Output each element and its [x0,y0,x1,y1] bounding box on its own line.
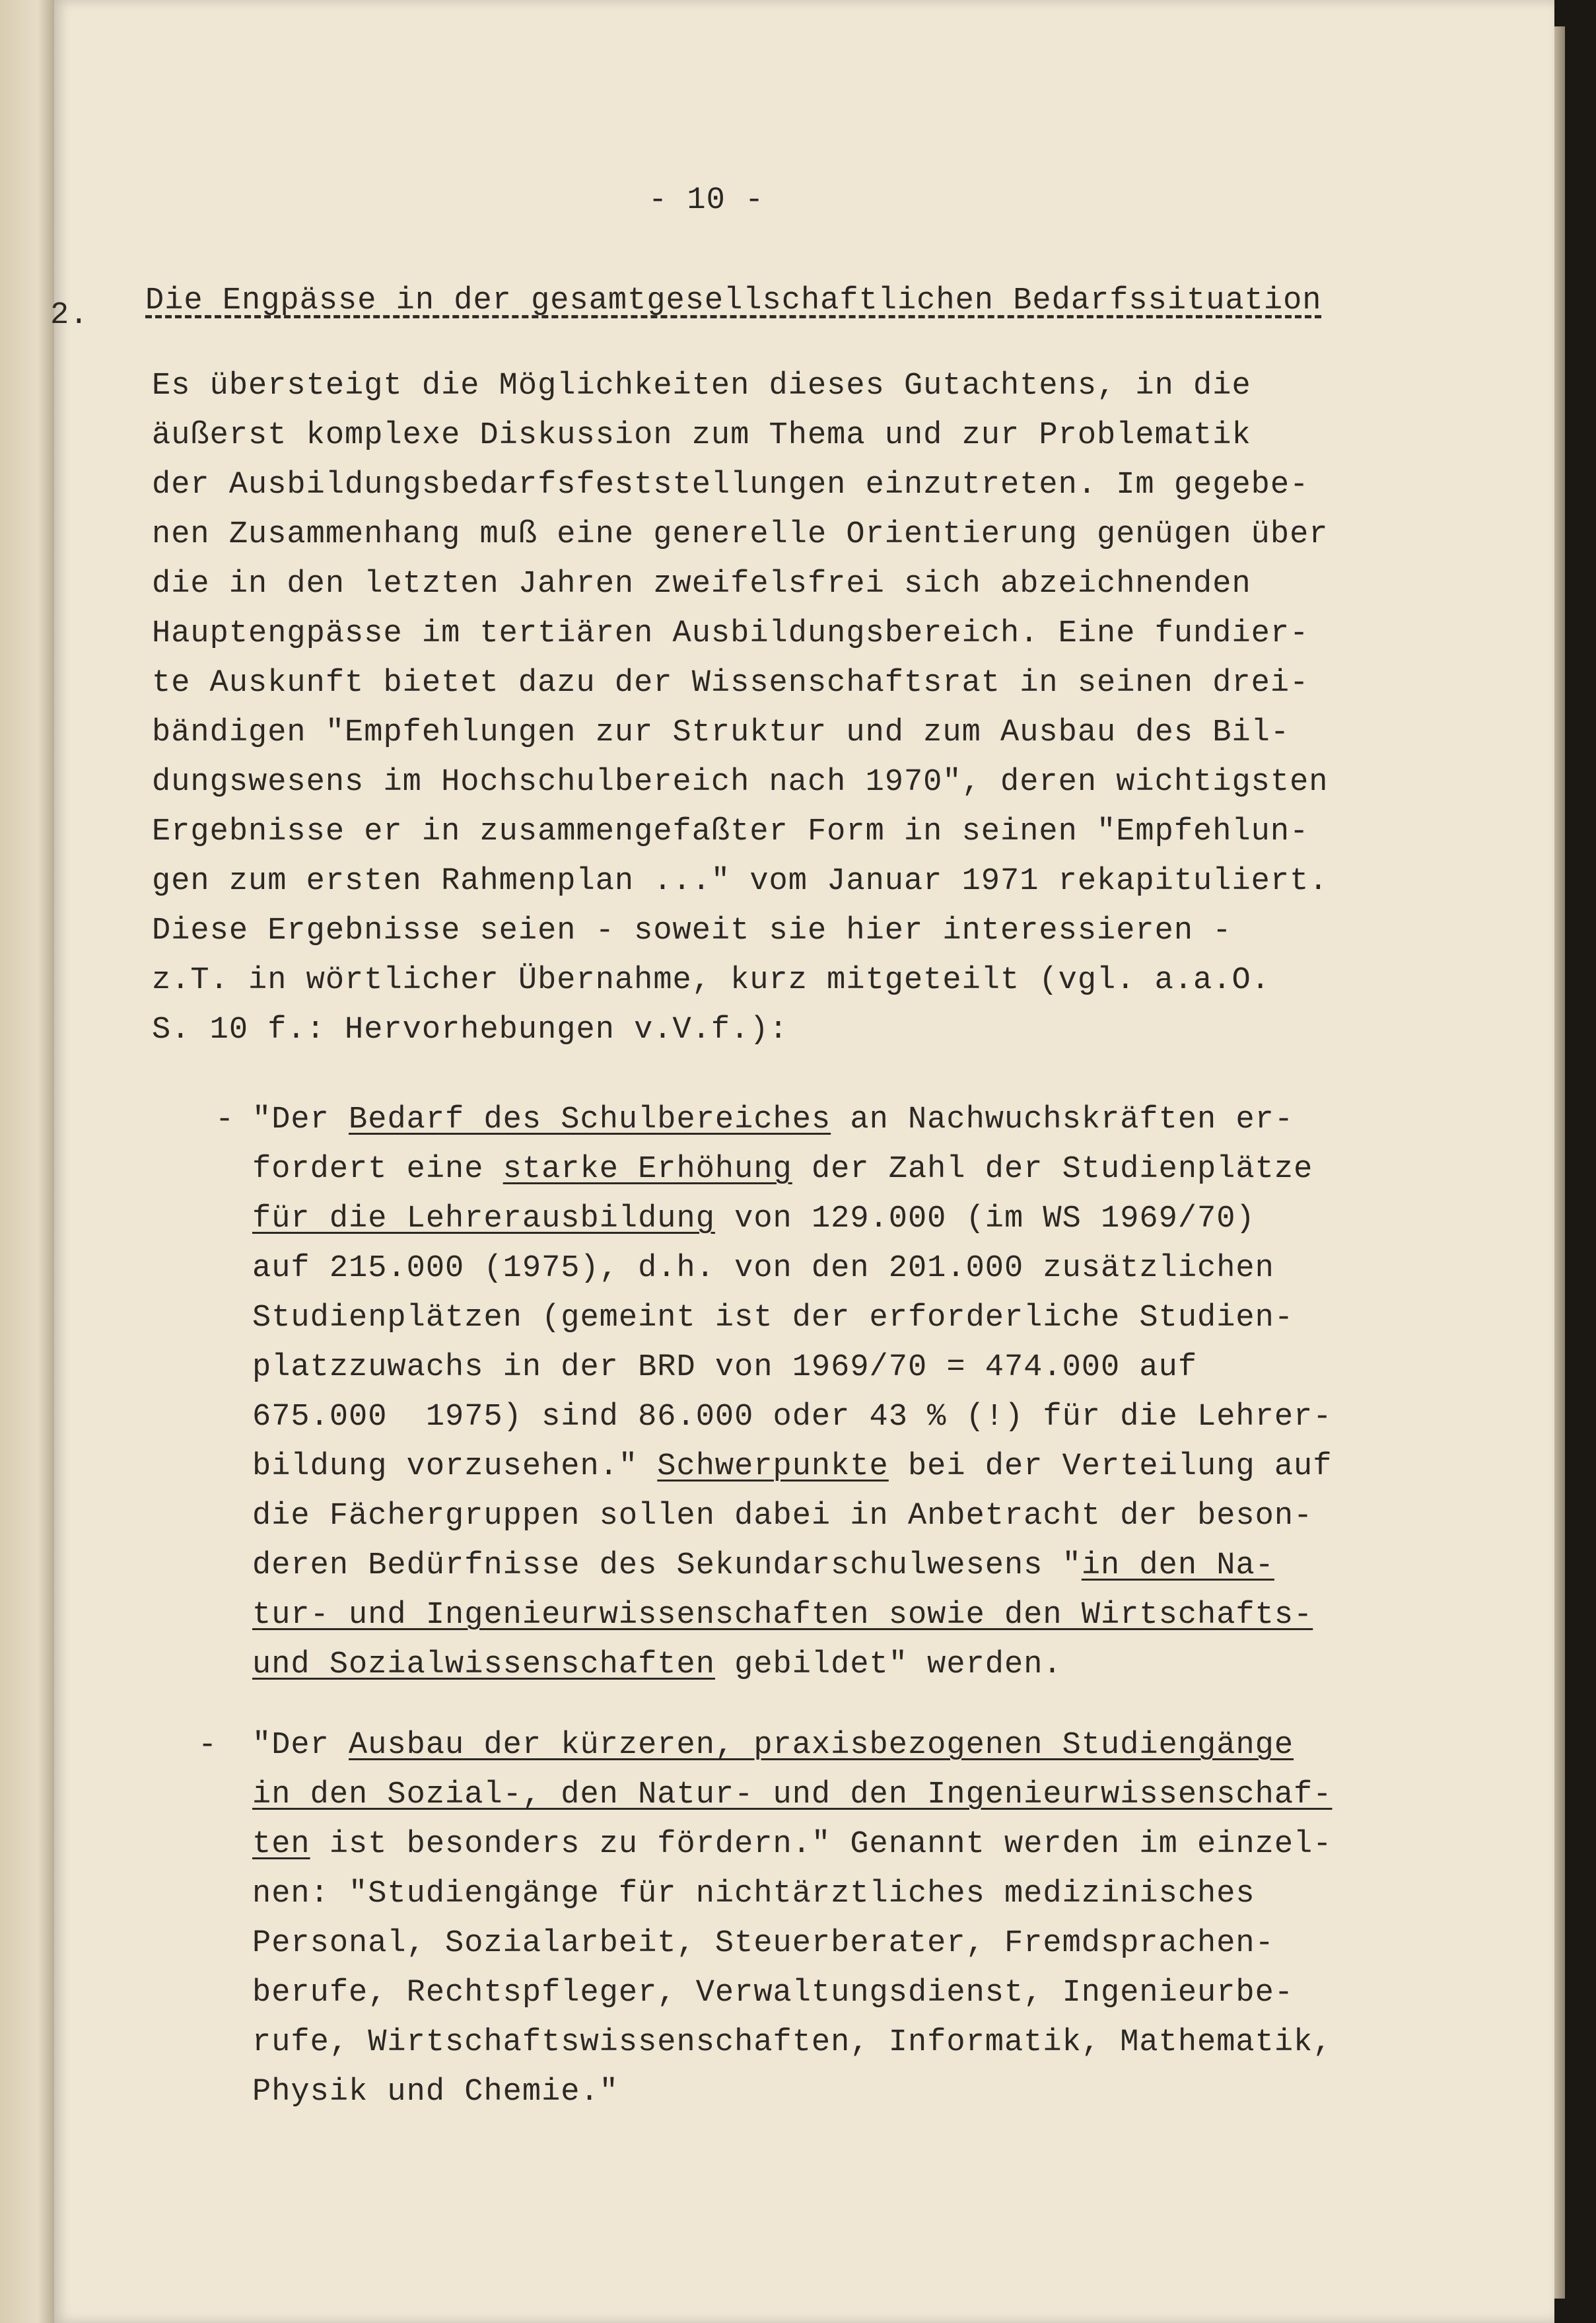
document-page [50,0,1554,2323]
paragraph-line: z.T. in wörtlicher Übernahme, kurz mitgeteilt (vgl. a.a.O. [152,963,1270,998]
quote-text: deren Bedürfnisse des Sekundarschulwesens " [252,1548,1082,1583]
quote-text: auf 215.000 (1975), d.h. von den 201.000 zusätzlichen [252,1251,1274,1286]
paragraph-line: Ergebnisse er in zusammengefaßter Form in seinen "Empfehlun- [152,814,1309,849]
quote-text: gebildet" werden. [714,1647,1062,1682]
quote-text: der Zahl der Studienplätze [792,1152,1313,1187]
underlined-emphasis: starke Erhöhung [503,1152,792,1187]
quote-text: an Nachwuchskräften er- [831,1102,1294,1137]
paragraph-line: S. 10 f.: Hervorhebungen v.V.f.): [152,1013,788,1048]
paragraph-line: gen zum ersten Rahmenplan ..." vom Januar 1971 rekapituliert. [152,864,1329,899]
underlined-emphasis: in den Sozial-, den Natur- und den Ingenieurwissenschaf- [252,1777,1333,1812]
quote-item-short-courses [252,1721,1332,2117]
underlined-emphasis: tur- und Ingenieurwissenschaften sowie den Wirtschafts- [252,1598,1313,1633]
underlined-emphasis: Bedarf des Schulbereiches [349,1102,831,1137]
underlined-emphasis: für die Lehrerausbildung [252,1201,715,1236]
paragraph-line: bändigen "Empfehlungen zur Struktur und zum Ausbau des Bil- [152,715,1290,750]
page-number: - 10 - [648,183,765,218]
quote-text: 675.000 1975) sind 86.000 oder 43 % (!) für die Lehrer- [252,1400,1333,1435]
list-bullet-dash: - [215,1102,234,1137]
quote-text: Physik und Chemie." [252,2075,619,2110]
paragraph-line: der Ausbildungsbedarfsfeststellungen einzutreten. Im gegebe- [152,468,1309,503]
quote-text: berufe, Rechtspfleger, Verwaltungsdienst, Ingenieurbe- [252,1976,1294,2011]
quote-text: die Fächergruppen sollen dabei in Anbetracht der beson- [252,1499,1313,1534]
paragraph-line: dungswesens im Hochschulbereich nach 1970", deren wichtigsten [152,765,1329,800]
quote-item-teacher-demand [252,1095,1332,1690]
paragraph-line: die in den letzten Jahren zweifelsfrei sich abzeichnenden [152,567,1251,602]
paragraph-line: nen Zusammenhang muß eine generelle Orientierung genügen über [152,517,1329,552]
section-heading: Die Engpässe in der gesamtgesellschaftlichen Bedarfssituation [145,283,1322,318]
quote-text: fordert eine [252,1152,503,1187]
underlined-emphasis: in den Na- [1081,1548,1274,1583]
quote-text: "Der [252,1102,349,1137]
intro-paragraph [152,361,1328,1055]
quote-text: nen: "Studiengänge für nichtärztliches medizinisches [252,1876,1255,1912]
paragraph-line: Diese Ergebnisse seien - soweit sie hier interessieren - [152,913,1232,948]
quote-text: rufe, Wirtschaftswissenschaften, Informatik, Mathematik, [252,2025,1333,2060]
paragraph-line: äußerst komplexe Diskussion zum Thema und zur Problematik [152,418,1251,453]
underlined-emphasis: ten [252,1827,310,1862]
underlined-emphasis: Ausbau der kürzeren, praxisbezogenen Studiengänge [349,1728,1294,1763]
paragraph-line: Hauptengpässe im tertiären Ausbildungsbereich. Eine fundier- [152,616,1309,651]
paragraph-line: Es übersteigt die Möglichkeiten dieses Gutachtens, in die [152,369,1251,404]
quote-text: ist besonders zu fördern." Genannt werden im einzel- [310,1827,1333,1862]
list-bullet-dash: - [198,1728,217,1763]
paragraph-line: te Auskunft bietet dazu der Wissenschaftsrat in seinen drei- [152,666,1309,701]
quote-text: bildung vorzusehen." [252,1449,658,1484]
page-stack-edge [1554,26,1565,2299]
facing-page-edge [0,0,54,2323]
quote-text: platzzuwachs in der BRD von 1969/70 = 474.000 auf [252,1350,1198,1385]
quote-text: bei der Verteilung auf [888,1449,1333,1484]
underlined-emphasis: Schwerpunkte [657,1449,889,1484]
quote-text: von 129.000 (im WS 1969/70) [714,1201,1255,1236]
quote-text: "Der [252,1728,349,1763]
section-number: 2. [50,298,89,333]
quote-text: Personal, Sozialarbeit, Steuerberater, Fremdsprachen- [252,1926,1274,1961]
quote-text: Studienplätzen (gemeint ist der erforderliche Studien- [252,1301,1294,1336]
underlined-emphasis: und Sozialwissenschaften [252,1647,715,1682]
